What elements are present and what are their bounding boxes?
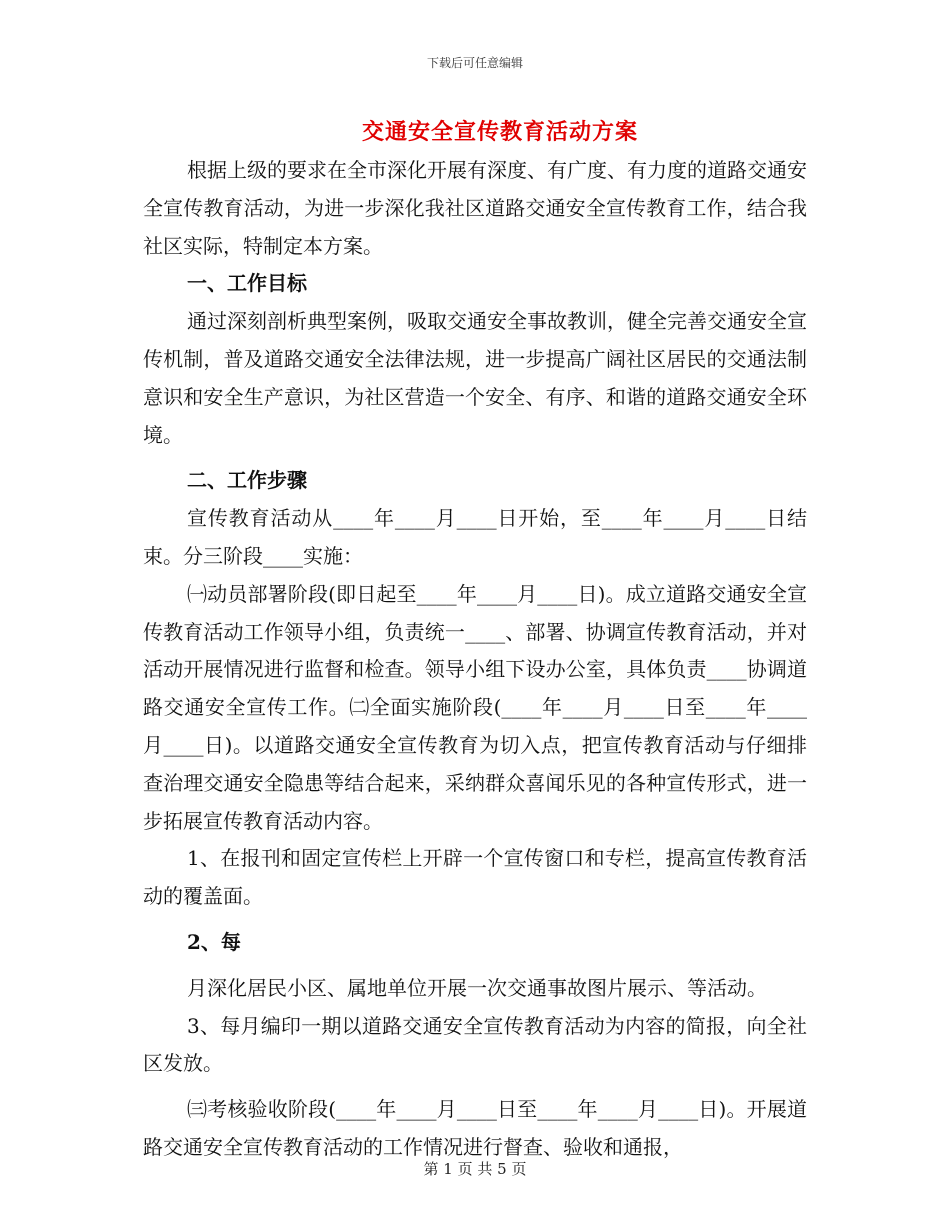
header-note: 下载后可任意编辑	[426, 56, 523, 70]
section-heading-steps: 二、工作步骤	[187, 468, 307, 493]
list-item: 2、每	[187, 929, 241, 954]
list-item: 1、在报刊和固定宣传栏上开辟一个宣传窗口和专栏，提高宣传教育活动的覆盖面。	[143, 846, 807, 909]
section-heading-goal: 一、工作目标	[187, 271, 307, 296]
list-item: 月深化居民小区、属地单位开展一次交通事故图片展示、等活动。	[187, 975, 767, 1000]
page-footer: 第 1 页 共 5 页	[423, 1160, 527, 1178]
document-body	[143, 152, 807, 1167]
stage-paragraph: ㈠动员部署阶段(即日起至____年____月____日)。成立道路交通安全宣传教育活动工作领导小组，负责统一____、部署、协调宣传教育活动，并对活动开展情况进行监督和检查。领导小组下设办公室，具体负责____协调道路交通安全宣传工作。㈡全面实施阶段(____年____月____日至____年____月____日)。以道路交通安全宣传教育为切入点，把宣传教育活动与仔细排查治理交通安全隐患等结合起来，采纳群众喜闻乐见的各种宣传形式，进一步拓展宣传教育活动内容。	[143, 581, 807, 833]
document-title: 交通安全宣传教育活动方案	[361, 119, 638, 145]
list-item: 3、每月编印一期以道路交通安全宣传教育活动为内容的简报，向全社区发放。	[143, 1013, 807, 1076]
intro-paragraph: 根据上级的要求在全市深化开展有深度、有广度、有力度的道路交通安全宣传教育活动，为进一步深化我社区道路交通安全宣传教育工作，结合我社区实际，特制定本方案。	[143, 158, 807, 258]
schedule-paragraph: 宣传教育活动从____年____月____日开始，至____年____月____日结束。分三阶段____实施：	[143, 506, 807, 568]
stage-paragraph: ㈢考核验收阶段(____年____月____日至____年____月____日)。开展道路交通安全宣传教育活动的工作情况进行督查、验收和通报，	[143, 1097, 807, 1159]
goal-paragraph: 通过深刻剖析典型案例，吸取交通安全事故教训，健全完善交通安全宣传机制，普及道路交通安全法律法规，进一步提高广阔社区居民的交通法制意识和安全生产意识，为社区营造一个安全、有序、和谐的道路交通安全环境。	[143, 309, 807, 447]
